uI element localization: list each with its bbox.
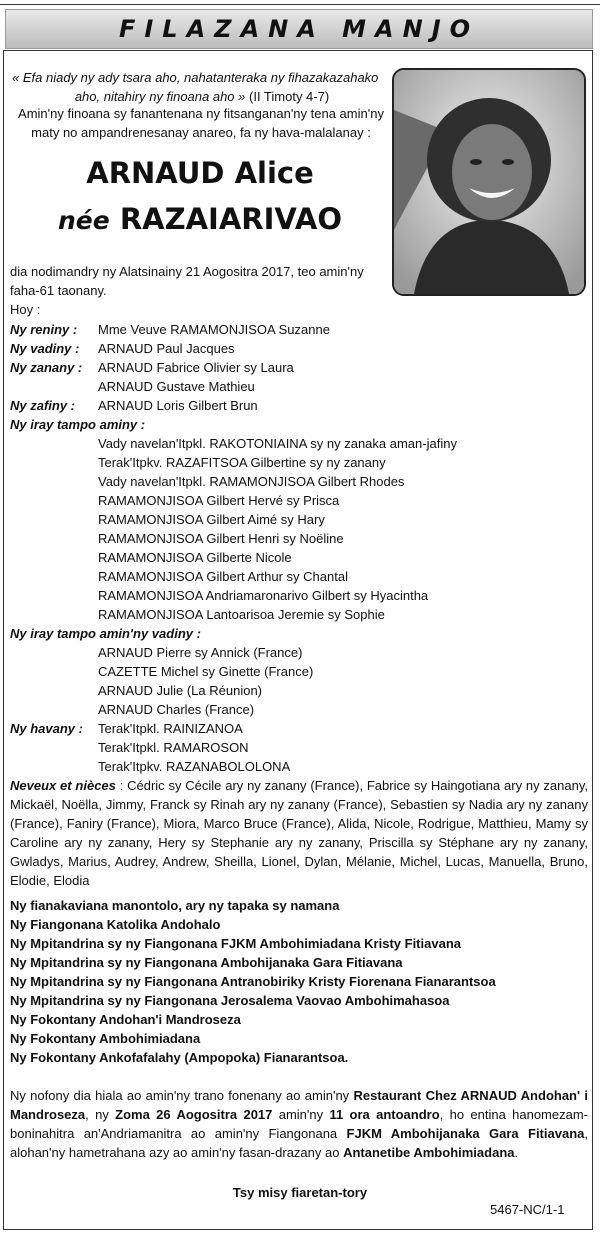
funeral-notice: Ny nofony dia hiala ao amin'ny trano fonenany ao amin'ny Restaurant Chez ARNAUD Andohan' i Mandroseza, ny Zoma 26 Aogositra 2017 amin'ny 11 ora antoandro, ho entina hanomezam-boninahitra an'Andriamanitra ao amin'ny Fiangonana FJKM Ambohijanaka Gara Fitiavana, alohan'ny hametrahana azy ao amin'ny fasan-drazany ao Antanetibe Ambohimiadana.	[10, 1088, 588, 1160]
family-list: Ny reniny : Mme Veuve RAMAMONJISOA Suzanne Ny vadiny : ARNAUD Paul Jacques Ny zanany : ARNAUD Fabrice Olivier sy Laura ARNAUD Gustave Mathieu Ny zafiny : ARNAUD Loris Gilbert Brun Ny iray tampo aminy : Vady navelan'Itpkl. RAKOTONIAINA sy ny zanaka aman-jafiny Terak'Itpkv. RAZAFITSOA Gilbertine sy ny zanany Vady navelan'Itpkl. RAMAMONJISOA Gilbert Rhodes RAMAMONJISOA Gilbert Hervé sy Prisca RAMAMONJISOA Gilbert Aimé sy Hary RAMAMONJISOA Gilbert Henri sy Noëline RAMAMONJISOA Gilberte Nicole RAMAMONJISOA Gilbert Arthur sy Chantal RAMAMONJISOA Andriamaronarivo Gilbert sy Hyacintha RAMAMONJISOA Lantoarisoa Jeremie sy Sophie Ny iray tampo amin'ny vadiny : ARNAUD Pierre sy Annick (France) CAZETTE Michel sy Ginette (France) ARNAUD Julie (La Réunion) ARNAUD Charles (France) Ny havany : Terak'Itpkl. RAINIZANOA Terak'Itpkl. RAMAROSON Terak'Itpkv. RAZANABOLOLONA	[10, 322, 457, 774]
portrait-photo	[392, 68, 586, 296]
death-info: dia nodimandry ny Alatsinainy 21 Aogositra 2017, teo amin'ny faha-61 taonany. Hoy :	[10, 264, 364, 317]
maiden-name: née RAZAIARIVAO	[57, 202, 342, 236]
bible-quote: « Efa niady ny ady tsara aho, nahatanteraka ny fihazakazahako aho, nitahiry ny finoana aho » (II Timoty 4-7)	[12, 70, 379, 104]
neveux-paragraph: Neveux et nièces : Cédric sy Cécile ary ny zanany (France), Fabrice sy Haingotiana ary ny zanany, Mickaël, Noëlla, Jimmy, Franck sy Rinah ary ny zanany (France), Sebastien sy Nadia ary ny zanany (France), Faniry (France), Miora, Marco Bruce (France), Alida, Nicole, Rodrigue, Matthieu, Mamy sy Caroline ary ny zanany, Hery sy Stephanie ary ny zanany, Priscilla sy Stéphane ary ny zanany, Gwladys, Marius, Audrey, Andrew, Sheilla, Lionel, Dylan, Mélanie, Michel, Lucas, Manuella, Bruno, Elodie, Elodia	[10, 778, 588, 888]
reference-code: 5467-NC/1-1	[490, 1202, 565, 1217]
organizations-list: Ny fianakaviana manontolo, ary ny tapaka sy namana Ny Fiangonana Katolika Andohalo Ny Mpitandrina sy ny Fiangonana FJKM Ambohimiadana Kristy Fitiavana Ny Mpitandrina sy ny Fiangonana Ambohijanaka Gara Fitiavana Ny Mpitandrina sy ny Fiangonana Antranobiriky Kristy Fiorenana Fianarantsoa Ny Mpitandrina sy ny Fiangonana Jerosalema Vaovao Ambohimahasoa Ny Fokontany Andohan'i Mandroseza Ny Fokontany Ambohimiadana Ny Fokontany Ankofafalahy (Ampopoka) Fianarantsoa.	[10, 898, 496, 1065]
intro-text: Amin'ny finoana sy fanantenana ny fitsanganan'ny tena amin'ny maty no ampandrenesanay anareo, fa ny hava-malalanay :	[18, 106, 384, 140]
deceased-name: ARNAUD Alice	[86, 156, 314, 190]
top-rule	[0, 0, 600, 5]
closing-line: Tsy misy fiaretan-tory	[232, 1185, 368, 1200]
page-title: FILAZANA MANJO	[5, 9, 593, 49]
